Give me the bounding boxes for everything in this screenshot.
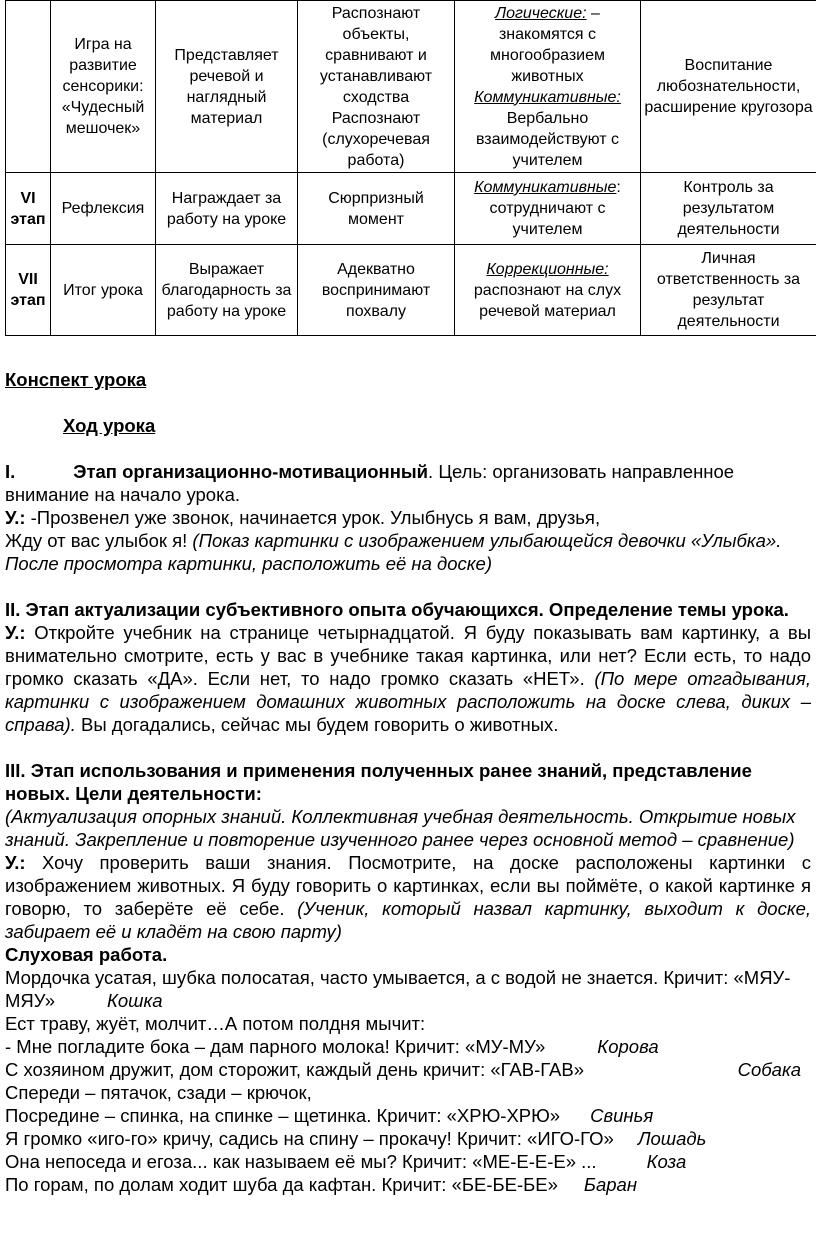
summary-title: Конспект урока	[5, 369, 147, 390]
course-title: Ход урока	[63, 415, 156, 436]
stage-cell: VI этап	[6, 173, 51, 245]
riddle-answer: Собака	[737, 1059, 801, 1080]
teacher-speech: Жду от вас улыбок я!	[5, 530, 193, 551]
table-row	[6, 1, 816, 173]
riddle-horse: Я громко «иго-го» кричу, садись на спину – прокачу! Кричит: «ИГО-ГО» Лошадь	[5, 1128, 707, 1149]
stage-cell	[6, 1, 51, 173]
riddle-answer: Корова	[597, 1036, 659, 1057]
lesson-plan-table	[5, 0, 816, 336]
stage-direction: (Показ картинки с изображением улыбающейся девочки «Улыбка». После просмотра картинки, расположить её на доске)	[5, 530, 782, 574]
uud-label: Логические:	[495, 4, 587, 22]
teacher-cell: Выражает благодарность за работу на уроке	[156, 245, 298, 336]
uud-text: Вербально взаимодействуют с учителем	[475, 109, 620, 169]
form-cell: Рефлексия	[51, 173, 156, 245]
form-cell: Итог урока	[51, 245, 156, 336]
riddle-cow: Ест траву, жуёт, молчит…А потом полдня мычит:	[5, 1013, 426, 1034]
riddle-answer: Коза	[646, 1151, 687, 1172]
riddle-goat: Она непоседа и егоза... как называем её мы? Кричит: «МЕ-Е-Е-Е» ... Коза	[5, 1151, 687, 1172]
stage-direction: (По мере отгадывания, картинки с изображением домашних животных расположить на доске слева, диких – справа).	[5, 668, 811, 735]
students-cell: Сюрпризный момент	[298, 173, 455, 245]
riddle-answer: Баран	[583, 1174, 637, 1195]
teacher-marker: У.:	[5, 852, 26, 873]
riddle-answer: Лошадь	[637, 1128, 707, 1149]
uud-label: Коммуникативные	[474, 179, 617, 196]
teacher-speech: -Прозвенел уже звонок, начинается урок. Улыбнусь я вам, друзья,	[25, 507, 601, 528]
teacher-speech: Откройте учебник на странице четырнадцатой. Я буду показывать вам картинку, а вы внимательно смотрите, есть у вас в учебнике такая картинка, или нет? Если есть, то надо громко сказать «ДА». Если нет, то надо громко сказать «НЕТ».	[5, 622, 811, 689]
teacher-speech: Хочу проверить ваши знания. Посмотрите, на доске расположены картинки с изображением животных. Я буду говорить о картинках, если вы поймёте, о какой картинке я говорю, то заберёте её себе.	[5, 852, 811, 919]
uud-cell	[455, 173, 641, 245]
uud-cell	[455, 1, 641, 173]
table-row	[6, 245, 816, 336]
section-3-title: III. Этап использования и применения полученных ранее знаний, представление новых. Цели деятельности:	[5, 760, 752, 804]
riddle-dog: С хозяином дружит, дом сторожит, каждый день кричит: «ГАВ-ГАВ» Собака	[5, 1059, 801, 1080]
lesson-notes: Конспект урока Ход урока I. Этап организационно-мотивационный. Цель: организовать направленное внимание на начало урока. У.: -Прозвенел уже звонок, начинается урок. Улыбнусь я вам, друзья, Жду от вас улыбок я! (Показ картинки с изображением улыбающейся девочки «Улыбка». После просмотра картинки, расположить её на доске) II. Этап актуализации субъективного опыта обучающихся. Определение темы урока. У.: Откройте учебник на странице четырнадцатой. Я буду показывать вам картинку, а вы внимательно смотрите, есть у вас в учебнике такая картинка, или нет? Если есть, то надо громко сказать «ДА». Если нет, то надо громко сказать «НЕТ». (По мере отгадывания, картинки с изображением домашних животных расположить на доске слева, диких – справа). Вы догадались, сейчас мы будем говорить о животных. III. Этап использования и применения полученных ранее знаний, представление новых. Цели деятельности: (Актуализация опорных знаний. Коллективная учебная деятельность. Открытие новых знаний. Закрепление и повторение изученного ранее через основной метод – сравнение) У.: Хочу проверить ваши знания. Посмотрите, на доске расположены картинки с изображением животных. Я буду говорить о картинках, если вы поймёте, о какой картинке я говорю, то заберёте её себе. (Ученик, который назвал картинку, выходит к доске, забирает её и кладёт на свою парту) Слуховая работа. Мордочка усатая, шубка полосатая, часто умывается, а с водой не знается. Кричит: «МЯУ-МЯУ» Кошка Ест траву, жуёт, молчит…А потом полдня мычит: - Мне погладите бока – дам парного молока! Кричит: «МУ-МУ» Корова С хозяином дружит, дом сторожит, каждый день кричит: «ГАВ-ГАВ» Собака Спереди – пятачок, сзади – крючок, Посредине – спинка, на спинке – щетинка. Кричит: «ХРЮ-ХРЮ» Свинья Я громко «иго-го» кричу, садись на спину – прокачу! Кричит: «ИГО-ГО» Лошадь Она непоседа и егоза... как называем её мы? Кричит: «МЕ-Е-Е-Е» ... Коза По горам, по долам ходит шуба да кафтан. Кричит: «БЕ-БЕ-БЕ» Баран	[5, 369, 811, 1195]
uud-text: распознают на слух речевой материал	[473, 281, 622, 320]
result-cell: Личная ответственность за результат деятельности	[641, 245, 816, 336]
students-cell: Адекватно воспринимают похвалу	[298, 245, 455, 336]
uud-text: – знакомятся с многообразием животных	[490, 4, 605, 85]
section-number: I.	[5, 461, 16, 482]
stage-direction: (Ученик, который назвал картинку, выходит к доске, забирает её и кладёт на свою парту)	[5, 898, 811, 942]
uud-label: Коммуникативные:	[474, 88, 621, 106]
section-2	[5, 621, 811, 736]
riddle-cat: Мордочка усатая, шубка полосатая, часто умывается, а с водой не знается. Кричит: «МЯУ-МЯУ» Кошка	[5, 967, 791, 1011]
form-cell: Игра на развитие сенсорики: «Чудесный мешочек»	[51, 1, 156, 173]
stage-cell: VII этап	[6, 245, 51, 336]
section-3-goals: (Актуализация опорных знаний. Коллективная учебная деятельность. Открытие новых знаний. Закрепление и повторение изученного ранее через основной метод – сравнение)	[5, 806, 796, 850]
section-goal: . Цель: организовать направленное внимание на начало урока.	[5, 461, 735, 505]
result-cell: Контроль за результатом деятельности	[641, 173, 816, 245]
section-1	[5, 460, 811, 506]
uud-label: Коррекционные:	[486, 260, 609, 278]
teacher-marker: У.:	[5, 622, 26, 643]
result-cell: Воспитание любознательности, расширение кругозора	[641, 1, 816, 173]
riddle-ram: По горам, по долам ходит шуба да кафтан. Кричит: «БЕ-БЕ-БЕ» Баран	[5, 1174, 637, 1195]
section-title: Этап организационно-мотивационный	[73, 461, 429, 482]
teacher-cell: Награждает за работу на уроке	[156, 173, 298, 245]
riddle-pig: Спереди – пятачок, сзади – крючок,	[5, 1082, 312, 1103]
teacher-cell: Представляет речевой и наглядный материал	[156, 1, 298, 173]
students-cell: Распознают объекты, сравнивают и устанавливают сходства Распознают (слухоречевая работа)	[298, 1, 455, 173]
riddle-answer: Свинья	[590, 1105, 654, 1126]
uud-text: : сотрудничают с учителем	[489, 179, 621, 238]
table-row	[6, 173, 816, 245]
uud-cell	[455, 245, 641, 336]
teacher-speech: Вы догадались, сейчас мы будем говорить о животных.	[75, 714, 559, 735]
teacher-marker: У.:	[5, 507, 26, 528]
listening-title: Слуховая работа.	[5, 944, 168, 965]
riddle-answer: Кошка	[106, 990, 163, 1011]
section-3	[5, 851, 811, 943]
section-2-title: II. Этап актуализации субъективного опыта обучающихся. Определение темы урока.	[5, 599, 789, 620]
